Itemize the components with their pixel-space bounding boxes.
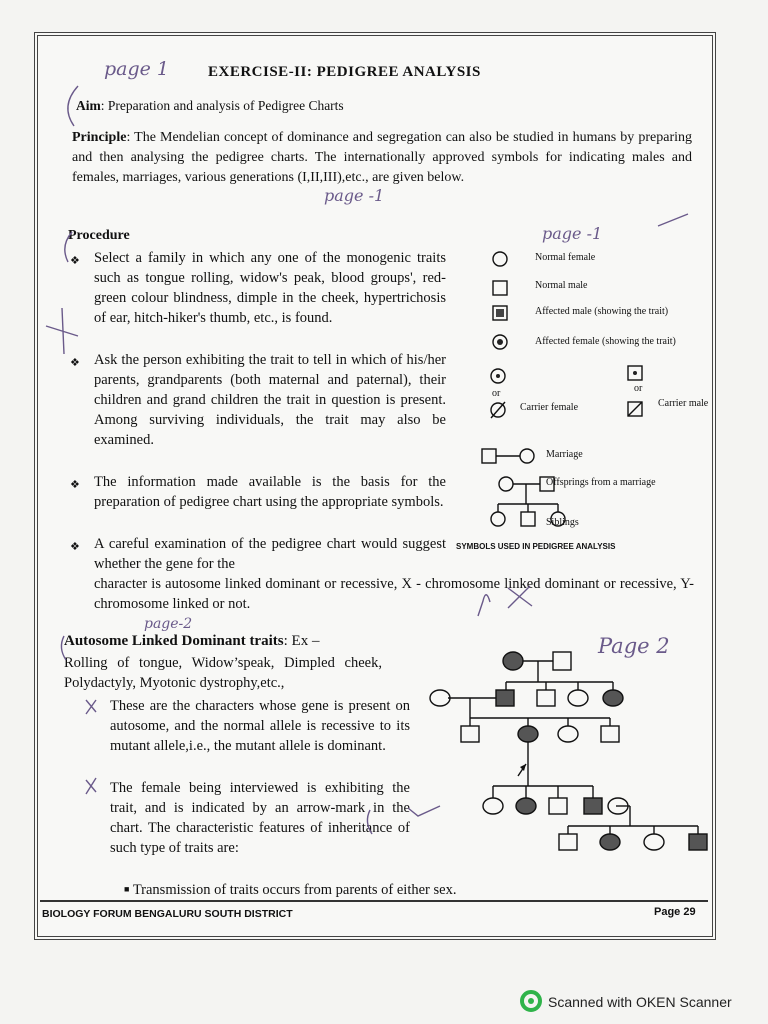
handwritten-note: page-2 (144, 616, 193, 632)
scanner-text: Scanned with OKEN Scanner (548, 994, 732, 1010)
procedure-heading: Procedure (68, 228, 130, 243)
legend-carrier-male: Carrier male (658, 398, 709, 409)
handwritten-note: page -1 (542, 224, 603, 243)
legend-siblings: Siblings (546, 517, 579, 528)
page-title: EXERCISE-II: PEDIGREE ANALYSIS (208, 64, 481, 80)
procedure-item: A careful examination of the pedigree chart would suggest whether the gene for the (94, 536, 446, 572)
bullet-diamond-icon: ❖ (70, 357, 80, 369)
bullet-diamond-icon: ❖ (70, 255, 80, 267)
legend-affected-female: Affected female (showing the trait) (535, 336, 676, 347)
handwritten-note: page -1 (324, 186, 385, 205)
footer-publisher: BIOLOGY FORUM BENGALURU SOUTH DISTRICT (42, 908, 293, 920)
autosome-item: These are the characters whose gene is present on autosome, and the normal allele is recessive to its mutant allele,i.e., the mutant allele is dominant. (110, 698, 410, 754)
principle-text: : The Mendelian concept of dominance and segregation can also be studied in humans by preparing and then analysing the pedigree charts. The internationally approved symbols for indicating males and females, marriages, various generations (I,II,III),etc., are given below. (72, 130, 692, 185)
procedure-item: Select a family in which any one of the monogenic traits such as tongue rolling, widow's peak, blood groups', red-green colour blindness, dimple in the cheek, hypertrichosis of ear, hitch-hiker's thumb, etc., is found. (94, 250, 446, 326)
handwritten-note: Page 2 (598, 634, 670, 658)
scanner-logo-icon (520, 990, 542, 1012)
principle-label: Principle (72, 130, 127, 145)
pen-marks (38, 36, 720, 896)
square-bullet-icon: ■ (124, 884, 130, 894)
autosome-heading-rest: : Ex – (283, 633, 320, 649)
procedure-item: Ask the person exhibiting the trait to tell in which of his/her parents, grandparents (both maternal and paternal), their children and grand children the trait in question is present. Among surviving individuals, the trait may also be examined. (94, 352, 446, 448)
procedure-item-continued: character is autosome linked dominant or recessive, X - chromosome linked dominant or recessive, Y- chromosome linked or not. (94, 576, 694, 612)
legend-offsprings: Offsprings from a marriage (546, 477, 656, 488)
document-page (34, 32, 716, 940)
legend-marriage: Marriage (546, 449, 583, 460)
legend-affected-male: Affected male (showing the trait) (535, 306, 669, 317)
bullet-diamond-icon: ❖ (70, 541, 80, 553)
autosome-sub-bullet: Transmission of traits occurs from parents of either sex. (132, 882, 457, 898)
aim-text: : Preparation and analysis of Pedigree Charts (100, 98, 344, 113)
bullet-diamond-icon: ❖ (70, 479, 80, 491)
legend-caption: SYMBOLS USED IN PEDIGREE ANALYSIS (456, 542, 616, 551)
autosome-heading: Autosome Linked Dominant traits (64, 633, 284, 649)
legend-normal-female: Normal female (535, 252, 596, 263)
autosome-intro: Rolling of tongue, Widow’speak, Dimpled cheek, Polydactyly, Myotonic dystrophy,etc., (64, 655, 382, 691)
legend-or: or (634, 383, 643, 394)
legend-normal-male: Normal male (535, 280, 588, 291)
legend-carrier-female: Carrier female (520, 402, 579, 413)
aim-label: Aim (76, 98, 101, 113)
procedure-item: The information made available is the basis for the preparation of pedigree chart using the appropriate symbols. (94, 474, 446, 510)
legend-or: or (492, 388, 501, 399)
page-number: Page 29 (654, 906, 696, 918)
handwritten-note: page 1 (104, 58, 170, 80)
footer-rule (40, 900, 708, 902)
scanner-watermark (520, 990, 732, 1012)
autosome-item: The female being interviewed is exhibiting the trait, and is indicated by an arrow-mark in the chart. The characteristic features of inheritance of such type of traits are: (110, 780, 410, 856)
